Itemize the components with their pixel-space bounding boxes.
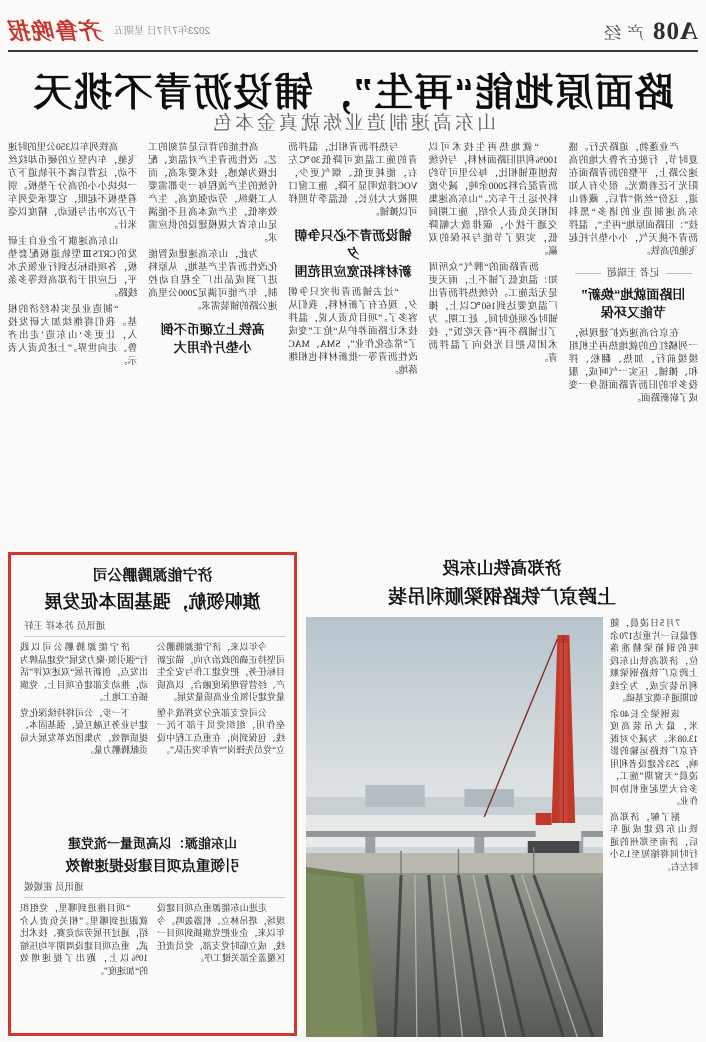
article-subhead: [569, 286, 698, 322]
article-paragraph: 为此，山东高速建成智能化改性沥青生产基地，从原料进厂到成品出厂全程自动控制，年产能可满足2000公里高速公路的铺装需求。: [148, 250, 278, 312]
article-paragraph: 走进山东能源重点项目建设现场，塔吊林立、机器轰鸣。今年以来，企业把党旗插到项目一线，成立临时党支部，党员责任区覆盖全部关键工序。: [157, 903, 285, 963]
subhead-line: 新材料拓宽应用范围: [294, 264, 412, 279]
article-paragraph: “就地热再生技术可以100%利用旧路面材料，与传统铣刨重铺相比，每公里可节约沥青混合料2000余吨，减少废料外运上千车次。”山东高速集团相关负责人介绍，施工期间交通干扰小，碳排放大幅降低，实现了节能与环保的双赢。: [428, 143, 558, 257]
article-paragraph: 济宁能源腾鹏公司以践行“强引领·聚力发展”党建品牌为出发点，创新开展“双述双评”活动，推动支部建在项目上、党旗插在工地上。: [20, 642, 148, 702]
party2-col2: [20, 902, 148, 1036]
header-rule: [8, 50, 698, 52]
rail-headline-line1: 济郑高铁山东段: [442, 559, 562, 578]
party2-headline-line1: 山东能源：以高质量一流党建: [68, 836, 238, 851]
masthead-group: [8, 13, 210, 46]
subhead-line: 旧路面就地“焕新”: [581, 287, 686, 302]
article-paragraph: 该钢梁全长40余米，最大吊装高度13.08米。为减少对既有京广铁路运输的影响，253名建设者利用凌晨“天窗期”施工，多台大型起重机协同作业。: [610, 708, 698, 806]
article-column: [429, 142, 558, 544]
article-subhead: [148, 321, 277, 357]
article-subhead: [288, 227, 417, 281]
article-paragraph: 与热拌沥青相比，温拌沥青的施工温度可降低30℃左右，能耗更低、烟气更少，VOC排放明显下降，施工窗口期被大大拉长，低温季节照样可以摊铺。: [288, 143, 418, 218]
article-paragraph: “项目推进到哪里，党组织就跟进到哪里。”相关负责人介绍，通过开展劳动竞赛、技术比武，重点项目建设周期平均压缩10%以上，跑出了提速增效的“加速度”。: [20, 903, 148, 976]
article-column: [288, 142, 417, 544]
rail-headline-line2: 上跨京广铁路钢梁顺利吊装: [388, 587, 617, 608]
construction-photo-art: [306, 617, 603, 1037]
party-article-box: [8, 552, 297, 1036]
article-paragraph: 公司党支部充分发挥战斗堡垒作用，组织党员干部下沉一线、包保到岗，在重点工程中设立“党员先锋岗”“青年突击队”。: [157, 707, 285, 755]
article-paragraph: 高铁列车以350公里的时速飞驰，车内竖立的硬币却纹丝不动，这背后离不开轨道下方一块块小小的高分子垫板。别看垫板不起眼，它要承受列车千万次冲击与振动，精度以毫米计。: [8, 143, 138, 231]
rail-article: [306, 552, 698, 1036]
subhead-line: 高铁上立硬币不倒: [160, 322, 265, 337]
article-paragraph: 山东高速旗下企业自主研发的CRTSⅢ型轨道板配套垫板，各项指标达到行业领先水平，已应用于济郑高铁等多条线路。: [8, 237, 138, 299]
page-number-group: [598, 18, 698, 46]
construction-photo: [306, 617, 603, 1037]
main-article-columns: [8, 142, 698, 544]
article-paragraph: 7月5日凌晨，随着最后一片重达170余吨的钢箱梁精准落位，济郑高铁山东段上跨京广铁路钢梁顺利吊装完成，为全线如期通车奠定基础。: [610, 618, 698, 703]
article-paragraph: “制造业是实体经济的根基。我们将继续加大研发投入，让更多‘山东造’走出齐鲁、走向世界。”上述负责人表示。: [8, 305, 138, 367]
party2-byline: 通讯员 霍媛媛: [24, 879, 285, 898]
byline: 记者 王瑞超: [569, 264, 698, 279]
subhead-line: 小垫片作用大: [173, 340, 252, 355]
article-column: [148, 142, 277, 544]
rail-article-body: [306, 617, 698, 1037]
party1-headline-line1: 济宁能源腾鹏公司: [92, 567, 213, 584]
article-paragraph: “过去铺沥青讲究只争朝夕，现在有了新材料，我们从容多了。”项目负责人说，温拌技术让路面养护从“抢工”变成了“常态化作业”，SMA、MAC改性沥青等一批新材料也相继落地。: [288, 288, 418, 376]
subhead-line: 铺设沥青不必只争朝夕: [294, 228, 412, 261]
date-line: 2023年7月7日 星期五: [114, 26, 211, 37]
article-paragraph: 沥青路面的“脾气”众所周知：温度低了铺不上，雨天更是无法施工。传统热拌沥青出厂温度要达到160℃以上，摊铺时必须抢时间、赶工期。为了让铺路不再“看天吃饭”，技术团队把目光投向了温拌沥青。: [428, 263, 558, 364]
party2-col1: [157, 902, 285, 1036]
party1-col2: [20, 641, 148, 825]
main-headline: 路面原地能“再生”，铺设沥青不挑天: [32, 72, 674, 115]
party1-byline: 通讯员 苏本祥 王轩: [24, 618, 285, 637]
party1-col1: [157, 641, 285, 825]
bottom-section: [8, 552, 698, 1036]
article-paragraph: 据了解，济郑高铁山东段建成通车后，济南至郑州的通行时间将缩短至1.5小时左右。: [610, 811, 698, 872]
rail-text-column: [610, 617, 698, 1037]
article-paragraph: 下一步，公司将持续深化党建与业务互融互促，强基固本、提质增效，为集团改革发展大局贡献腾鹏力量。: [20, 707, 148, 755]
party1-columns: [20, 641, 285, 825]
party1-headline-line2: 旗帜领航，强基固本促发展: [44, 592, 261, 612]
article-paragraph: 产业蓬勃，道路先行。盛夏时节，行驶在齐鲁大地的高速公路上，平整的沥青路面在阳光下泛着微光。很少有人知道，这份“丝滑”背后，藏着山东高速制造业的诸多“黑科技”：旧路面原地“再生”，温拌沥青不挑天气，小小垫片托起飞驰的高铁。: [568, 143, 698, 257]
article-paragraph: 今年以来，济宁能源腾鹏公司坚持正确的政治方向，锚定新目标任务，把党建工作与安全生产、经营管理深度融合，以高质量党建引领企业高质量发展。: [157, 642, 285, 702]
main-subtitle: 山东高速制造业炼就真金本色: [210, 113, 497, 134]
article-paragraph: 在京台高速改扩建现场，一列橘红色的就地热再生机组缓缓前行，加热、翻松、拌和、摊铺、压实一气呵成，服役多年的旧沥青路面摇身一变成了崭新路面。: [568, 329, 698, 404]
page-header: [8, 16, 698, 46]
page-number: A08: [651, 18, 698, 45]
masthead-logo: 齐鲁晚报: [8, 19, 104, 44]
article-column: [8, 142, 137, 544]
article-column: [569, 142, 698, 544]
article-paragraph: 高性能的背后是苛刻的工艺。改性沥青生产对温度、配比极为敏感，技术要求高，而传统的生产流程每一步都需要人工操纵，劳动强度高，生产效率低，生产成本高且不能满足山东省大规模建设的供应需求。: [148, 143, 278, 244]
party2-columns: [20, 902, 285, 1036]
section-title: 产经: [597, 24, 644, 43]
subhead-line: 节能又环保: [600, 305, 666, 320]
party2-headline-line2: 引领重点项目建设提速增效: [65, 859, 240, 875]
